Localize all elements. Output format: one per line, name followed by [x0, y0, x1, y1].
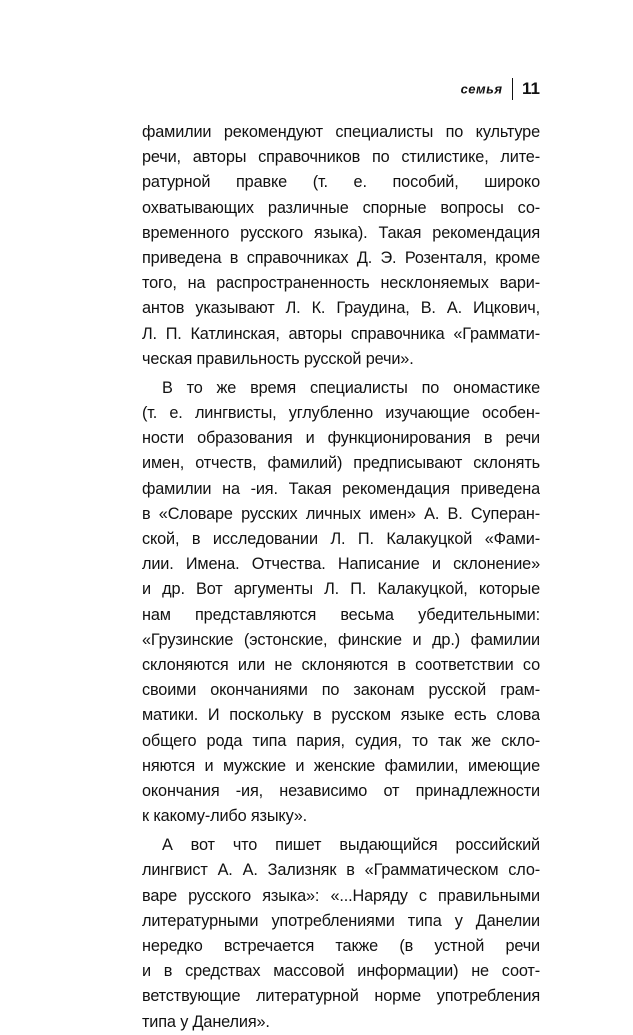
text-line: ратурной правке (т. е. пособий, широко [142, 173, 540, 192]
text-line: склоняются или не склоняются в соответствии со [142, 655, 540, 674]
text-line: няются и мужские и женские фамилии, имеющие [142, 756, 540, 775]
text-line: приведена в справочниках Д. Э. Розенталя, кроме [142, 248, 540, 267]
page-number: 11 [522, 79, 540, 98]
text-line: и в средствах массовой информации) не соот- [142, 962, 540, 981]
text-line: ветствующие литературной норме употребления [142, 987, 540, 1006]
text-line: окончания -ия, независимо от принадлежности [142, 781, 540, 800]
text-line: (т. е. лингвисты, углубленно изучающие особен- [142, 404, 540, 423]
running-head-divider [512, 78, 514, 100]
running-head [380, 78, 540, 102]
text-line: лии. Имена. Отчества. Написание и склонение» [142, 555, 540, 574]
text-line: антов указывают Л. К. Граудина, В. А. Ицкович, [142, 299, 540, 318]
paragraph-1 [142, 120, 540, 372]
text-line: Л. П. Катлинская, авторы справочника «Граммати- [142, 324, 540, 343]
text-line: к какому-либо языку». [142, 807, 308, 826]
text-line: ской, в исследовании Л. П. Калакуцкой «Фами- [142, 530, 540, 548]
text-line: матики. И поскольку в русском языке есть слова [142, 706, 540, 725]
text-line: в «Словаре русских личных имен» А. В. Суперан- [142, 504, 540, 523]
text-line: охватывающих различные спорные вопросы со- [142, 198, 540, 217]
text-line: А вот что пишет выдающийся российский [162, 836, 540, 855]
paragraph-3 [142, 833, 540, 1035]
text-line: В то же время специалисты по ономастике [162, 378, 540, 397]
text-line: типа у Данелия». [142, 1012, 270, 1031]
text-line: общего рода типа пария, судия, то так же скло- [142, 731, 540, 750]
text-line: лингвист А. А. Зализняк в «Грамматическом сло- [142, 861, 540, 880]
text-line: того, на распространенность несклоняемых вари- [142, 274, 540, 293]
text-line: и др. Вот аргументы Л. П. Калакуцкой, которые [142, 580, 540, 599]
text-line: фамилии рекомендуют специалисты по культуре [142, 123, 540, 141]
paragraph-2 [142, 376, 540, 829]
text-line: своими окончаниями по законам русской грам- [142, 681, 540, 700]
text-line: нам представляются весьма убедительными: [142, 605, 540, 624]
text-line: фамилии на -ия. Такая рекомендация приведена [142, 479, 540, 498]
text-body [142, 120, 540, 1035]
text-line: ческая правильность русской речи». [142, 349, 414, 368]
text-line: речи, авторы справочников по стилистике, лите- [142, 148, 540, 167]
running-head-section-title: семья [460, 81, 503, 97]
text-line: варе русского языка»: «...Наряду с правильными [142, 886, 540, 905]
text-line: имен, отчеств, фамилий) предписывают склонять [142, 454, 540, 473]
text-line: литературными употреблениями типа у Данелии [142, 911, 540, 930]
text-line: временного русского языка). Такая рекомендация [142, 223, 540, 242]
text-line: нередко встречается также (в устной речи [142, 937, 540, 955]
text-line: «Грузинские (эстонские, финские и др.) фамилии [142, 630, 540, 649]
text-line: ности образования и функционирования в речи [142, 429, 540, 448]
